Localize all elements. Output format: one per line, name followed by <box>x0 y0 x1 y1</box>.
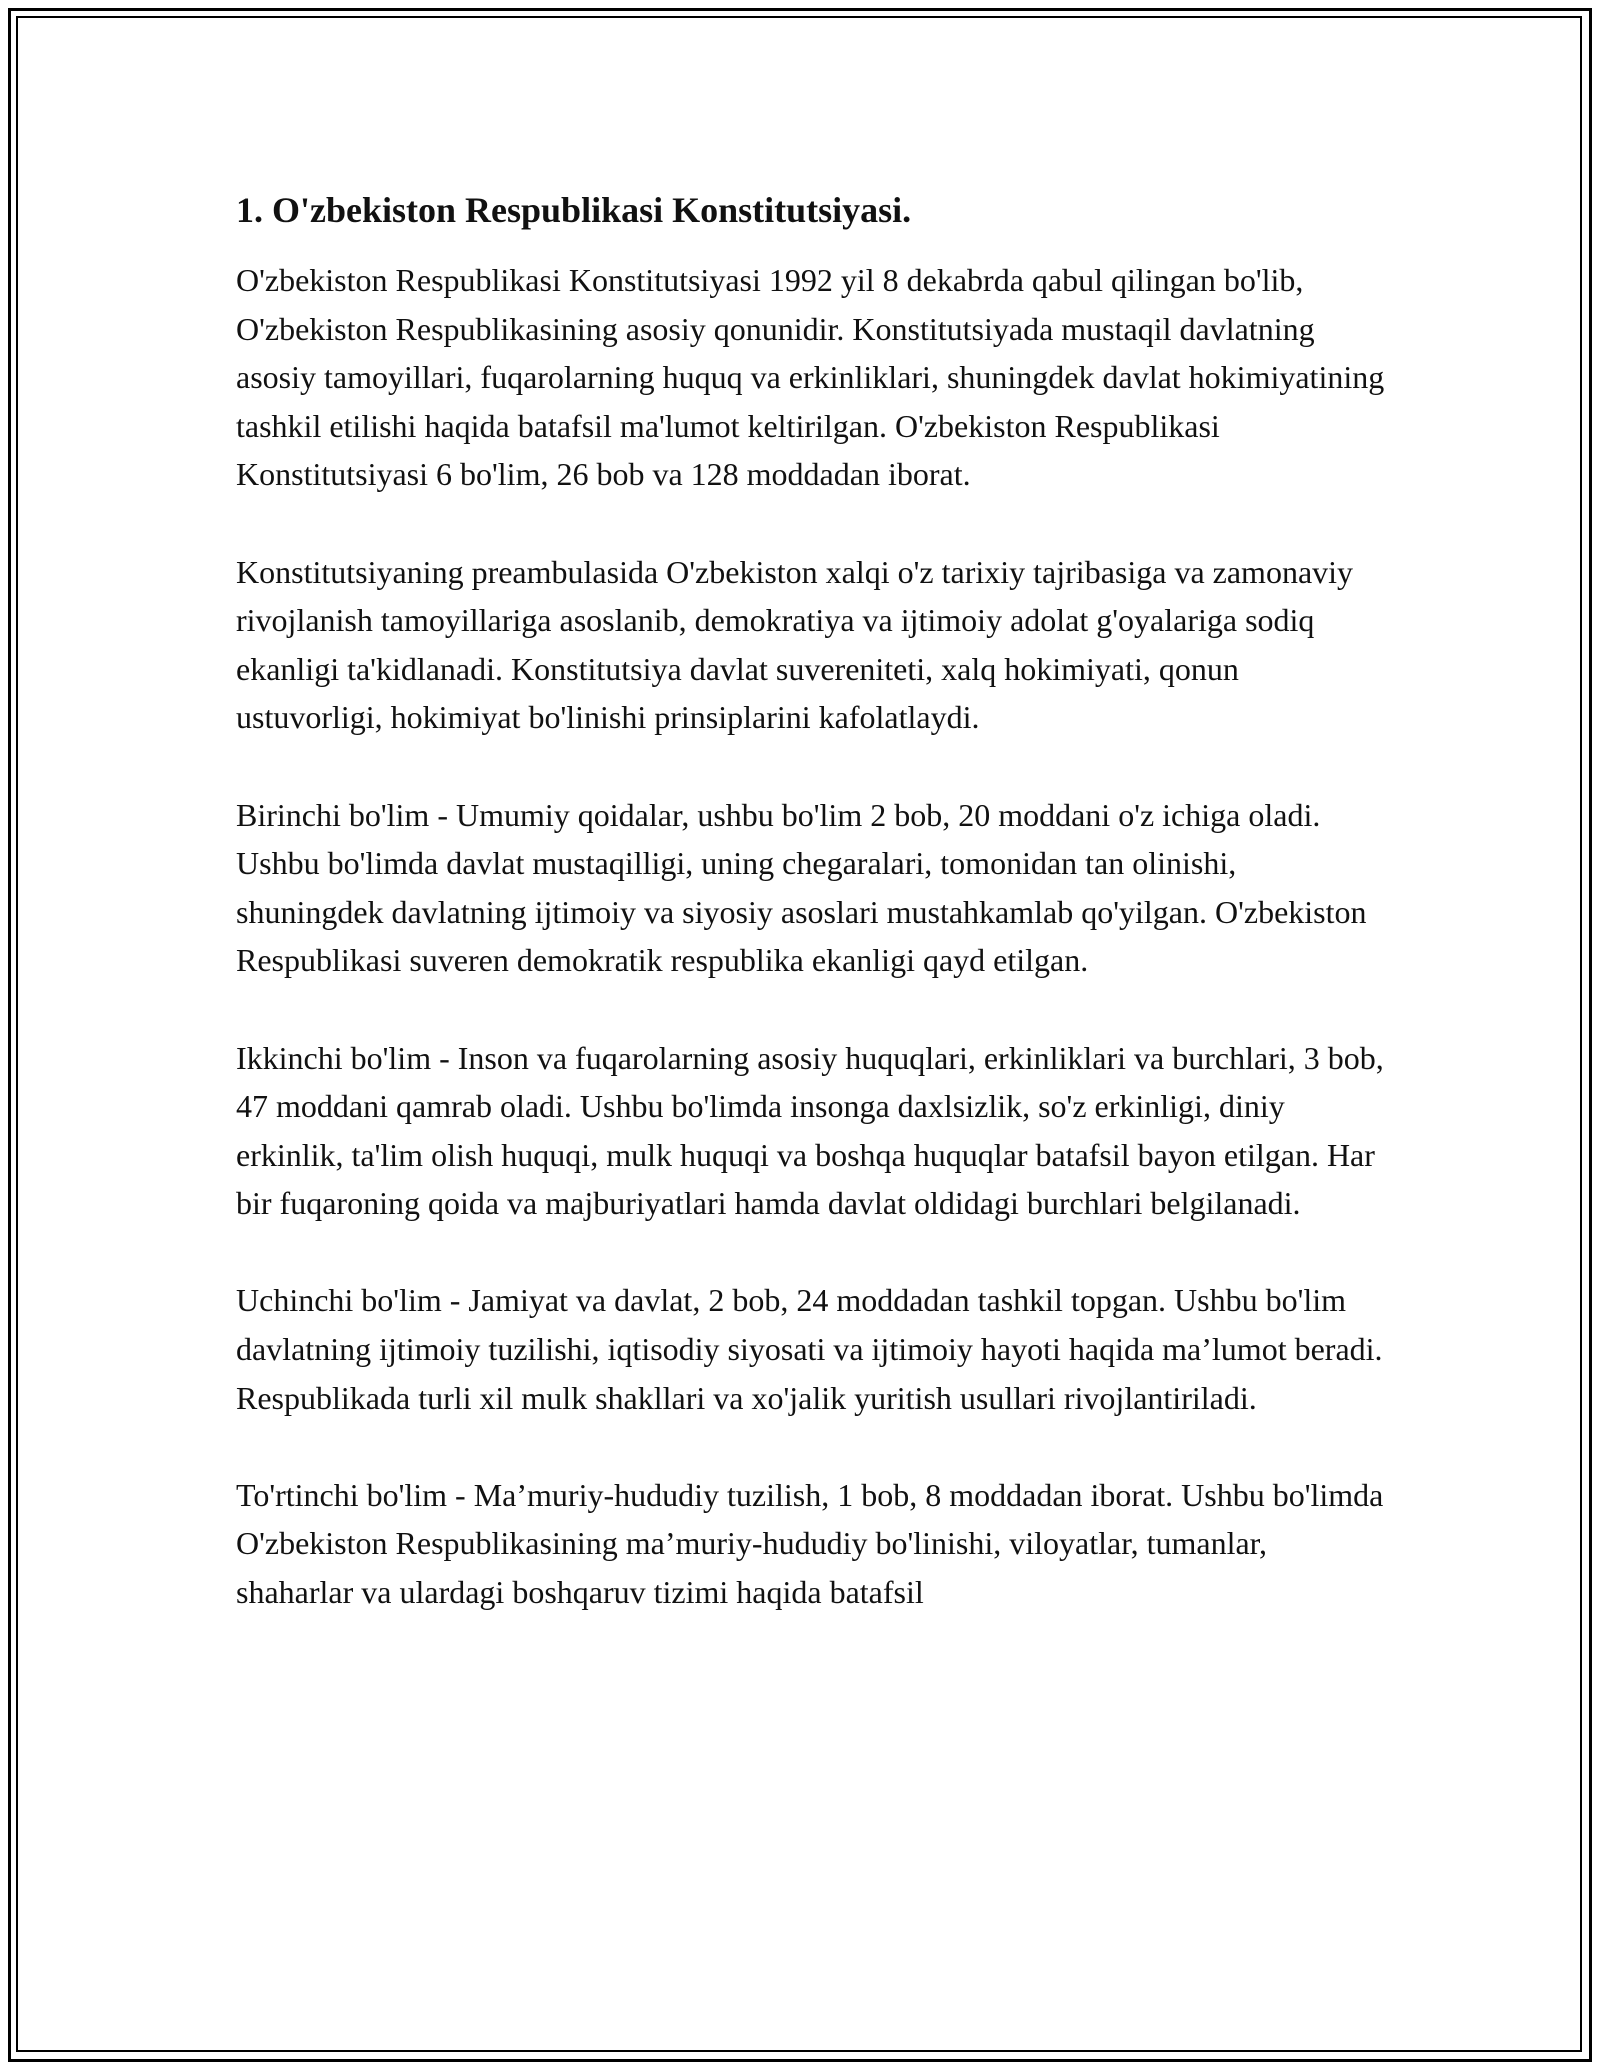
document-body <box>236 186 1386 1665</box>
paragraph-section-3: Uchinchi bo'lim - Jamiyat va davlat, 2 bob, 24 moddadan tashkil topgan. Ushbu bo'lim davlatning ijtimoiy tuzilishi, iqtisodiy siyosati va ijtimoiy hayoti haqida ma’lumot beradi. Respublikada turli xil mulk shakllari va xo'jalik yuritish usullari rivojlantiriladi. <box>236 1282 1383 1416</box>
paragraph-preamble: Konstitutsiyaning preambulasida O'zbekiston xalqi o'z tarixiy tajribasiga va zamonaviy rivojlanish tamoyillariga asoslanib, demokratiya va ijtimoiy adolat g'oyalariga sodiq ekanligi ta'kidlanadi. Konstitutsiya davlat suvereniteti, xalq hokimiyati, qonun ustuvorligi, hokimiyat bo'linishi prinsiplarini kafolatlaydi. <box>236 553 1354 736</box>
paragraph-section-2: Ikkinchi bo'lim - Inson va fuqarolarning asosiy huquqlari, erkinliklari va burchlari, 3 bob, 47 moddani qamrab oladi. Ushbu bo'limda insonga daxlsizlik, so'z erkinligi, diniy erkinlik, ta'lim olish huquqi, mulk huquqi va boshqa huquqlar batafsil bayon etilgan. Har bir fuqaroning qoida va majburiyatlari hamda davlat oldidagi burchlari belgilanadi. <box>236 1039 1384 1222</box>
paragraph-intro: O'zbekiston Respublikasi Konstitutsiyasi 1992 yil 8 dekabrda qabul qilingan bo'lib, O'zbekiston Respublikasining asosiy qonunidir. Konstitutsiyada mustaqil davlatning asosiy tamoyillari, fuqarolarning huquq va erkinliklari, shuningdek davlat hokimiyatining tashkil etilishi haqida batafsil ma'lumot keltirilgan. O'zbekiston Respublikasi Konstitutsiyasi 6 bo'lim, 26 bob va 128 moddadan iborat. <box>236 262 1385 493</box>
paragraph-section-4: To'rtinchi bo'lim - Ma’muriy-hududiy tuzilish, 1 bob, 8 moddadan iborat. Ushbu bo'limda O'zbekiston Respublikasining ma’muriy-hududiy bo'linishi, viloyatlar, tumanlar, shaharlar va ulardagi boshqaruv tizimi haqida batafsil <box>236 1476 1384 1611</box>
document-title: 1. O'zbekiston Respublikasi Konstitutsiyasi. <box>236 190 912 230</box>
paragraph-section-1: Birinchi bo'lim - Umumiy qoidalar, ushbu bo'lim 2 bob, 20 moddani o'z ichiga oladi. Ushbu bo'limda davlat mustaqilligi, uning chegaralari, tomonidan tan olinishi, shuningdek davlatning ijtimoiy va siyosiy asoslari mustahkamlab qo'yilgan. O'zbekiston Respublikasi suveren demokratik respublika ekanligi qayd etilgan. <box>236 796 1367 979</box>
